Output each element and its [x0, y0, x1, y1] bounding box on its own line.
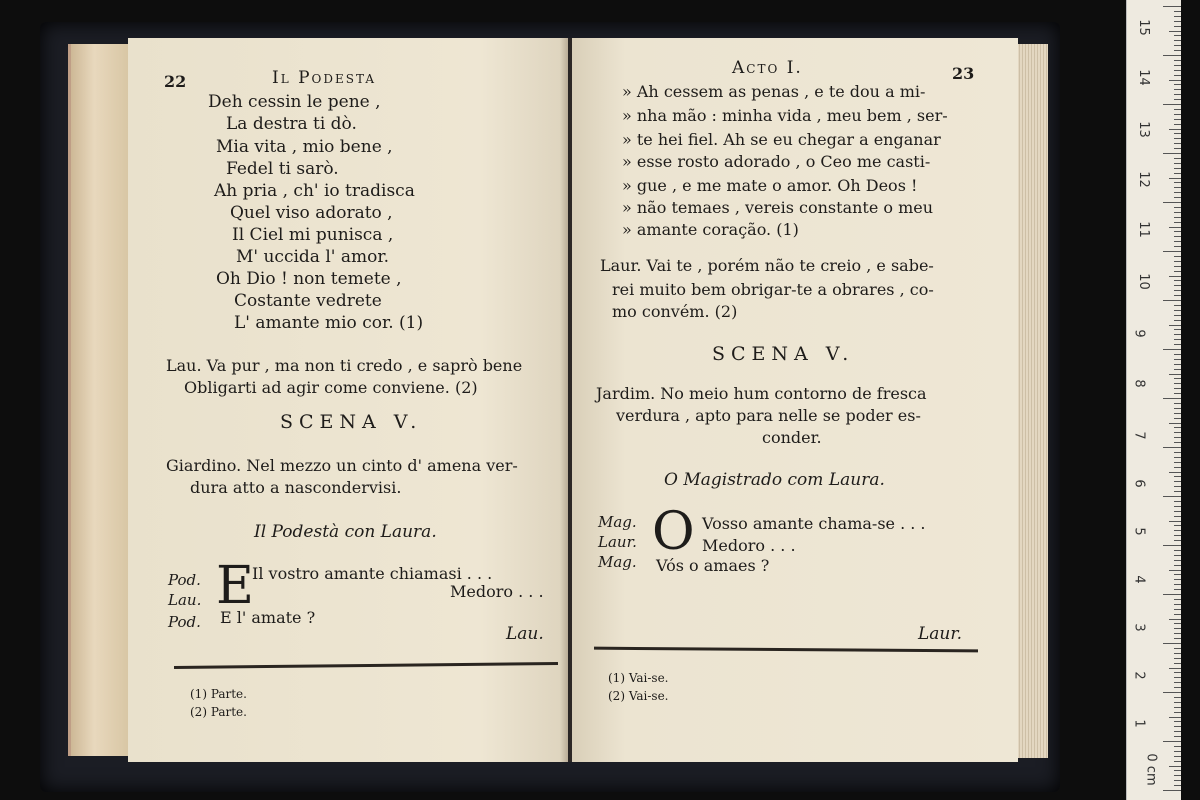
- ruler-tick: [1163, 6, 1181, 7]
- speaker-label: Lau.: [168, 591, 202, 609]
- speech-line: mo convém. (2): [612, 302, 738, 321]
- ruler-tick: [1163, 741, 1181, 742]
- footnote: (2) Parte.: [190, 705, 247, 719]
- ruler-tick: [1174, 315, 1181, 316]
- ruler-tick: [1174, 94, 1181, 95]
- ruler-tick: [1174, 207, 1181, 208]
- ruler-number: 7: [1131, 431, 1147, 440]
- ruler-tick: [1174, 413, 1181, 414]
- ruler-tick: [1169, 178, 1181, 179]
- speech-line: Lau. Va pur , ma non ti credo , e saprò bene: [166, 356, 523, 375]
- ruler-tick: [1169, 276, 1181, 277]
- ruler-tick: [1174, 261, 1181, 262]
- catchword: Lau.: [506, 624, 544, 644]
- ruler-tick: [1174, 550, 1181, 551]
- ruler-tick: [1174, 75, 1181, 76]
- ruler-tick: [1169, 325, 1181, 326]
- setting-line: conder.: [762, 428, 822, 447]
- ruler-tick: [1174, 310, 1181, 311]
- ruler-tick: [1174, 682, 1181, 683]
- ruler-tick: [1174, 462, 1181, 463]
- ruler-tick: [1169, 472, 1181, 473]
- measurement-ruler: [1126, 0, 1181, 800]
- ruler-tick: [1174, 163, 1181, 164]
- footnote: (1) Parte.: [190, 687, 247, 701]
- ruler-tick: [1174, 246, 1181, 247]
- ruler-tick: [1174, 241, 1181, 242]
- ruler-tick: [1163, 202, 1181, 203]
- ruler-tick: [1174, 364, 1181, 365]
- ruler-tick: [1174, 388, 1181, 389]
- ruler-tick: [1174, 599, 1181, 600]
- ruler-tick: [1174, 393, 1181, 394]
- verse-line: La destra ti dò.: [226, 114, 357, 134]
- scene-heading: SCENA V.: [712, 343, 855, 365]
- ruler-tick: [1174, 785, 1181, 786]
- ruler-tick: [1174, 677, 1181, 678]
- verse-line: Il Ciel mi punisca ,: [232, 225, 394, 245]
- ruler-tick: [1174, 231, 1181, 232]
- ruler-tick: [1174, 638, 1181, 639]
- ruler-number: 5: [1131, 527, 1147, 536]
- ruler-tick: [1174, 628, 1181, 629]
- ruler-tick: [1174, 770, 1181, 771]
- ruler-tick: [1174, 354, 1181, 355]
- characters-line: O Magistrado com Laura.: [664, 470, 885, 490]
- ruler-tick: [1174, 491, 1181, 492]
- ruler-tick: [1169, 717, 1181, 718]
- ruler-tick: [1174, 285, 1181, 286]
- ruler-number: 8: [1131, 379, 1147, 388]
- ruler-tick: [1174, 119, 1181, 120]
- verse-line: M' uccida l' amor.: [236, 247, 389, 267]
- ruler-tick: [1163, 300, 1181, 301]
- ruler-tick: [1163, 349, 1181, 350]
- ruler-number: 1: [1131, 719, 1147, 728]
- ruler-tick: [1174, 525, 1181, 526]
- ruler-tick: [1174, 114, 1181, 115]
- ruler-number: 14: [1135, 69, 1151, 86]
- ruler-tick: [1174, 707, 1181, 708]
- drop-capital: E: [216, 556, 254, 616]
- verse-line: Fedel ti sarò.: [226, 159, 339, 179]
- ruler-tick: [1174, 721, 1181, 722]
- ruler-tick: [1174, 45, 1181, 46]
- ruler-tick: [1174, 623, 1181, 624]
- verse-line: » esse rosto adorado , o Ceo me casti-: [622, 152, 931, 171]
- verse-line: » gue , e me mate o amor. Oh Deos !: [622, 176, 918, 195]
- ruler-tick: [1174, 687, 1181, 688]
- ruler-tick: [1174, 609, 1181, 610]
- ruler-number: 15: [1135, 19, 1151, 36]
- ruler-tick: [1174, 271, 1181, 272]
- ruler-tick: [1174, 418, 1181, 419]
- ruler-number: 9: [1131, 329, 1147, 338]
- ruler-tick: [1174, 427, 1181, 428]
- ruler-tick: [1169, 129, 1181, 130]
- ruler-number: 2: [1131, 671, 1147, 680]
- dialogue-line: Medoro . . .: [702, 536, 796, 555]
- ruler-tick: [1174, 751, 1181, 752]
- ruler-tick: [1174, 403, 1181, 404]
- ruler-tick: [1174, 378, 1181, 379]
- ruler-tick: [1163, 594, 1181, 595]
- running-head: Acto I.: [732, 58, 803, 78]
- ruler-tick: [1174, 432, 1181, 433]
- ruler-tick: [1174, 780, 1181, 781]
- ruler-tick: [1174, 26, 1181, 27]
- ruler-tick: [1174, 266, 1181, 267]
- footnote: (1) Vai-se.: [608, 671, 669, 685]
- ruler-tick: [1174, 138, 1181, 139]
- ruler-tick: [1174, 217, 1181, 218]
- ruler-number: 10: [1135, 273, 1151, 290]
- ruler-tick: [1174, 408, 1181, 409]
- speech-line: Obligarti ad agir come conviene. (2): [184, 378, 478, 397]
- ruler-number: 6: [1131, 479, 1147, 488]
- ruler-number: 12: [1135, 171, 1151, 188]
- ruler-tick: [1174, 290, 1181, 291]
- ruler-tick: [1174, 192, 1181, 193]
- ruler-tick: [1174, 182, 1181, 183]
- ruler-tick: [1163, 692, 1181, 693]
- ruler-tick: [1174, 648, 1181, 649]
- ruler-tick: [1174, 70, 1181, 71]
- ruler-tick: [1174, 663, 1181, 664]
- ruler-tick: [1174, 60, 1181, 61]
- ruler-tick: [1174, 746, 1181, 747]
- ruler-tick: [1169, 521, 1181, 522]
- ruler-tick: [1174, 158, 1181, 159]
- ruler-tick: [1174, 579, 1181, 580]
- ruler-tick: [1174, 467, 1181, 468]
- verse-line: Quel viso adorato ,: [230, 203, 393, 223]
- setting-line: dura atto a nascondervisi.: [190, 478, 402, 497]
- ruler-tick: [1174, 574, 1181, 575]
- ruler-tick: [1169, 31, 1181, 32]
- ruler-tick: [1163, 55, 1181, 56]
- ruler-tick: [1174, 197, 1181, 198]
- page-number: 22: [164, 72, 187, 91]
- verse-line: Oh Dio ! non temete ,: [216, 269, 402, 289]
- ruler-tick: [1174, 702, 1181, 703]
- ruler-tick: [1163, 496, 1181, 497]
- ruler-tick: [1174, 280, 1181, 281]
- footnote-rule: [594, 647, 978, 653]
- ruler-tick: [1174, 344, 1181, 345]
- running-head: Il Podesta: [272, 68, 376, 88]
- ruler-tick: [1174, 187, 1181, 188]
- ruler-tick: [1174, 511, 1181, 512]
- dialogue-line: Il vostro amante chiamasi . . .: [252, 564, 493, 583]
- ruler-tick: [1174, 653, 1181, 654]
- ruler-tick: [1174, 614, 1181, 615]
- ruler-number: 4: [1131, 575, 1147, 584]
- ruler-tick: [1174, 65, 1181, 66]
- ruler-tick: [1174, 359, 1181, 360]
- speech-line: rei muito bem obrigar-te a obrares , co-: [612, 280, 934, 299]
- page-stack-right-edge: [1014, 44, 1048, 758]
- verse-line: » Ah cessem as penas , e te dou a mi-: [622, 82, 926, 101]
- ruler-tick: [1169, 423, 1181, 424]
- ruler-tick: [1174, 437, 1181, 438]
- speaker-label: Mag.: [598, 513, 637, 531]
- ruler-tick: [1163, 398, 1181, 399]
- ruler-tick: [1169, 766, 1181, 767]
- speech-line: Laur. Vai te , porém não te creio , e sabe-: [600, 256, 934, 275]
- ruler-tick: [1174, 334, 1181, 335]
- ruler-tick: [1174, 486, 1181, 487]
- ruler-tick: [1174, 173, 1181, 174]
- ruler-number: 13: [1135, 121, 1151, 138]
- page-stack-left-edge: [68, 44, 129, 756]
- ruler-tick: [1169, 619, 1181, 620]
- speaker-label: Mag.: [598, 553, 637, 571]
- left-page: [128, 38, 568, 762]
- ruler-tick: [1174, 320, 1181, 321]
- dialogue-line: Vosso amante chama-se . . .: [702, 514, 926, 533]
- verse-line: » te hei fiel. Ah se eu chegar a enganar: [622, 130, 941, 149]
- ruler-tick: [1174, 604, 1181, 605]
- ruler-tick: [1174, 143, 1181, 144]
- verse-line: » nha mão : minha vida , meu bem , ser-: [622, 106, 948, 125]
- ruler-tick: [1163, 545, 1181, 546]
- catchword: Laur.: [918, 624, 963, 644]
- ruler-tick: [1174, 476, 1181, 477]
- characters-line: Il Podestà con Laura.: [254, 522, 437, 542]
- right-page: [572, 38, 1018, 762]
- ruler-tick: [1174, 109, 1181, 110]
- scene-heading: SCENA V.: [280, 411, 423, 433]
- ruler-tick: [1174, 339, 1181, 340]
- ruler-tick: [1163, 790, 1181, 791]
- ruler-tick: [1169, 80, 1181, 81]
- ruler-tick: [1174, 35, 1181, 36]
- ruler-tick: [1174, 756, 1181, 757]
- ruler-tick: [1174, 305, 1181, 306]
- speaker-label: Pod.: [168, 613, 201, 631]
- dialogue-line: Vós o amaes ?: [656, 556, 770, 575]
- ruler-tick: [1174, 16, 1181, 17]
- speaker-label: Laur.: [598, 533, 637, 551]
- ruler-tick: [1169, 227, 1181, 228]
- ruler-tick: [1174, 442, 1181, 443]
- speaker-label: Pod.: [168, 571, 201, 589]
- verse-line: Deh cessin le pene ,: [208, 92, 381, 112]
- ruler-tick: [1174, 457, 1181, 458]
- ruler-tick: [1174, 329, 1181, 330]
- ruler-tick: [1174, 736, 1181, 737]
- page-number: 23: [952, 64, 975, 83]
- ruler-tick: [1174, 775, 1181, 776]
- dialogue-line: Medoro . . .: [450, 582, 544, 601]
- ruler-tick: [1169, 374, 1181, 375]
- ruler-tick: [1174, 11, 1181, 12]
- ruler-tick: [1174, 452, 1181, 453]
- ruler-tick: [1174, 99, 1181, 100]
- ruler-tick: [1174, 148, 1181, 149]
- ruler-tick: [1174, 726, 1181, 727]
- ruler-tick: [1174, 369, 1181, 370]
- ruler-tick: [1174, 50, 1181, 51]
- ruler-tick: [1174, 560, 1181, 561]
- ruler-number: 11: [1135, 221, 1151, 238]
- ruler-tick: [1174, 295, 1181, 296]
- ruler-tick: [1163, 251, 1181, 252]
- verse-line: » amante coração. (1): [622, 220, 799, 239]
- verse-line: » não temaes , vereis constante o meu: [622, 198, 934, 217]
- ruler-tick: [1163, 643, 1181, 644]
- ruler-tick: [1174, 535, 1181, 536]
- ruler-tick: [1174, 555, 1181, 556]
- ruler-tick: [1174, 383, 1181, 384]
- ruler-tick: [1174, 540, 1181, 541]
- verse-line: L' amante mio cor. (1): [234, 313, 424, 333]
- footnote: (2) Vai-se.: [608, 689, 669, 703]
- ruler-tick: [1174, 222, 1181, 223]
- ruler-tick: [1174, 236, 1181, 237]
- ruler-tick: [1174, 731, 1181, 732]
- ruler-tick: [1174, 672, 1181, 673]
- ruler-tick: [1174, 501, 1181, 502]
- verse-line: Ah pria , ch' io tradisca: [214, 181, 415, 201]
- ruler-tick: [1174, 124, 1181, 125]
- ruler-tick: [1174, 212, 1181, 213]
- ruler-number: 3: [1131, 623, 1147, 632]
- ruler-tick: [1174, 133, 1181, 134]
- verse-line: Costante vedrete: [234, 291, 382, 311]
- ruler-tick: [1163, 153, 1181, 154]
- ruler-tick: [1174, 633, 1181, 634]
- ruler-tick: [1174, 21, 1181, 22]
- ruler-tick: [1174, 565, 1181, 566]
- ruler-tick: [1174, 89, 1181, 90]
- ruler-tick: [1163, 104, 1181, 105]
- ruler-tick: [1174, 481, 1181, 482]
- ruler-tick: [1174, 712, 1181, 713]
- ruler-tick: [1174, 589, 1181, 590]
- ruler-tick: [1174, 530, 1181, 531]
- setting-line: verdura , apto para nelle se poder es-: [616, 406, 921, 425]
- ruler-tick: [1163, 447, 1181, 448]
- ruler-tick: [1169, 668, 1181, 669]
- ruler-tick: [1174, 697, 1181, 698]
- ruler-tick: [1174, 40, 1181, 41]
- ruler-unit-label: 0 cm: [1143, 753, 1159, 786]
- dialogue-line: E l' amate ?: [220, 608, 316, 627]
- verse-line: Mia vita , mio bene ,: [216, 137, 393, 157]
- ruler-tick: [1174, 658, 1181, 659]
- ruler-tick: [1174, 761, 1181, 762]
- ruler-tick: [1174, 516, 1181, 517]
- setting-line: Giardino. Nel mezzo un cinto d' amena ver-: [166, 456, 518, 475]
- ruler-tick: [1174, 84, 1181, 85]
- ruler-tick: [1169, 570, 1181, 571]
- setting-line: Jardim. No meio hum contorno de fresca: [596, 384, 927, 403]
- drop-capital: O: [652, 502, 695, 562]
- ruler-tick: [1174, 256, 1181, 257]
- ruler-tick: [1174, 168, 1181, 169]
- ruler-tick: [1174, 584, 1181, 585]
- footnote-rule: [174, 662, 558, 669]
- ruler-tick: [1174, 506, 1181, 507]
